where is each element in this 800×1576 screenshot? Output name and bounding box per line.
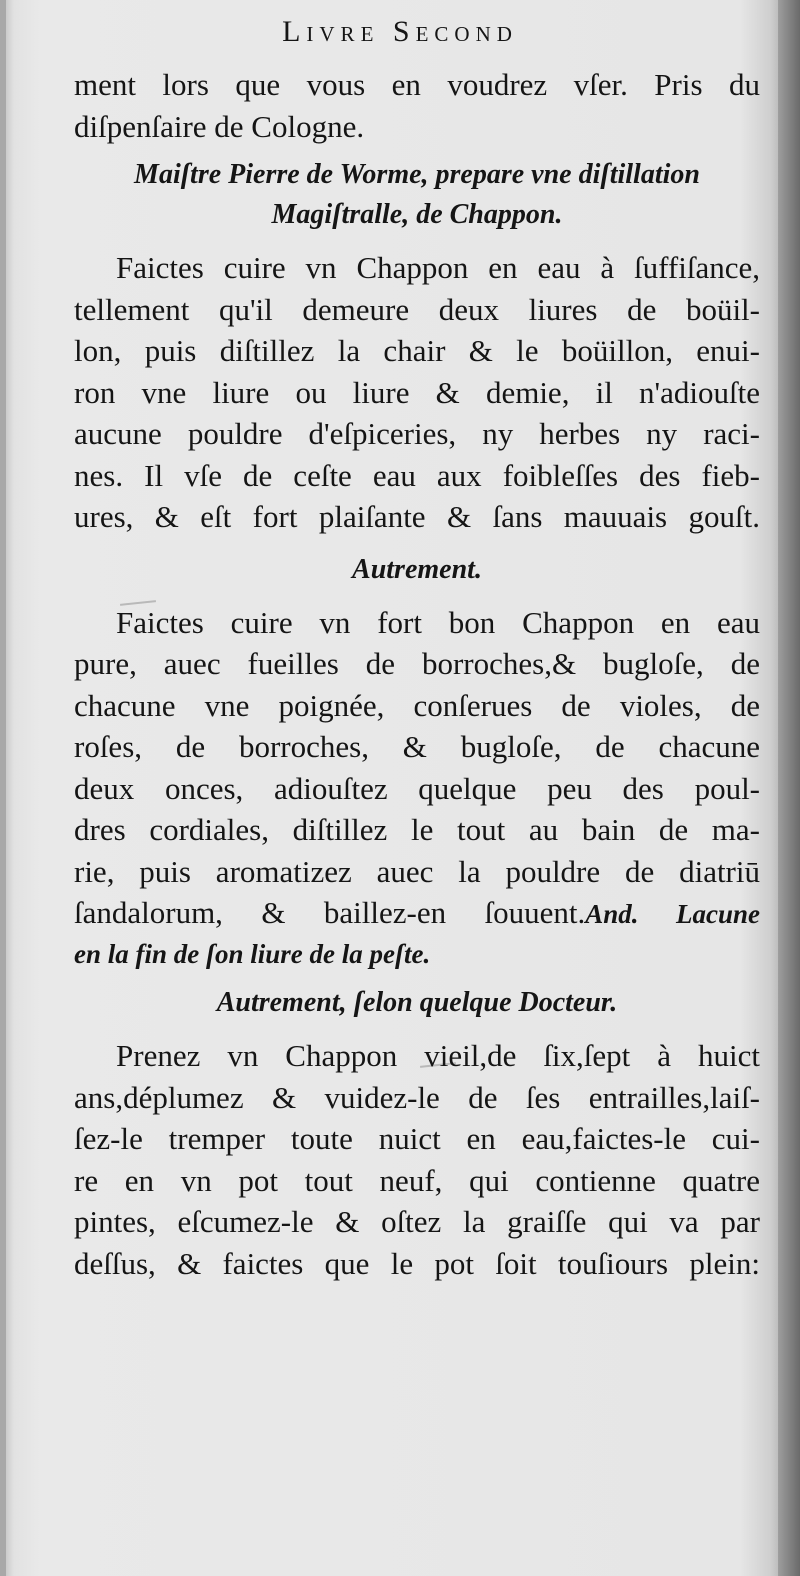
page-left-edge [0, 0, 6, 1576]
section1-line-2: tellement qu'il demeure deux liures de boüil- [74, 291, 760, 327]
section1-line-6: nes. Il vſe de ceſte eau aux foibleſſes des fieb- [74, 457, 760, 493]
section2-line-5: deux onces, adiouſtez quelque peu des poul- [74, 770, 760, 806]
section3-line-4: re en vn pot tout neuf, qui contienne quatre [74, 1162, 760, 1198]
section1-line-3: lon, puis diſtillez la chair & le boüillon, enui- [74, 333, 760, 368]
section2-line-4: roſes, de borroches, & bugloſe, de chacune [74, 729, 760, 764]
page-gutter-edge [778, 0, 800, 1576]
page-text [74, 64, 760, 1284]
section2-line-6: dres cordiales, diſtillez le tout au bain de ma- [74, 812, 760, 847]
opening-line-1: ment lors que vous en voudrez vſer. Pris du [74, 67, 760, 102]
citation-line: en la fin de ſon liure de la peſte. [74, 938, 431, 969]
section3-heading: Autrement, ſelon quelque Docteur. [216, 987, 618, 1018]
section1-line-5: aucune pouldre d'eſpiceries, ny herbes ny raci- [74, 416, 760, 451]
section2-line-7: rie, puis aromatizez auec la pouldre de diatriū [74, 853, 760, 889]
running-head: Livre Second [282, 15, 518, 48]
section3-line-1: Prenez vn Chappon vieil,de ſix,ſept à huict [116, 1038, 760, 1073]
section1-line-4: ron vne liure ou liure & demie, il n'adiouſte [74, 374, 760, 410]
section2-line-8 [74, 892, 760, 934]
section2-line-3: chacune vne poignée, conſerues de violes, de [74, 687, 760, 723]
section2-line-2: pure, auec fueilles de borroches,& bugloſe, de [74, 646, 760, 681]
section1-heading-line2: Magiſtralle, de Chappon. [271, 199, 563, 230]
section3-line-5: pintes, eſcumez-le & oſtez la graiſſe qui va par [74, 1204, 760, 1239]
section2-line-1: Faictes cuire vn fort bon Chappon en eau [116, 604, 760, 640]
section2-line-8-text: ſandalorum, & baillez-en ſouuent. [74, 895, 586, 930]
section1-line-1: Faictes cuire vn Chappon en eau à ſuffiſance, [116, 250, 760, 285]
citation-author: And. Lacune [585, 899, 760, 929]
section1-line-7: ures, & eſt fort plaiſante & ſans mauuais gouſt. [74, 499, 760, 534]
section1-heading-line1: Maiſtre Pierre de Worme, prepare vne diſtillation [134, 159, 700, 190]
section2-heading: Autrement. [352, 553, 482, 585]
section3-line-3: ſez-le tremper toute nuict en eau,faictes-le cui- [74, 1121, 760, 1156]
section3-line-6: deſſus, & faictes que le pot ſoit touſiours plein: [74, 1245, 760, 1281]
opening-line-2: diſpenſaire de Cologne. [74, 108, 365, 144]
section3-line-2: ans,déplumez & vuidez-le de ſes entrailles,laiſ- [74, 1079, 760, 1115]
